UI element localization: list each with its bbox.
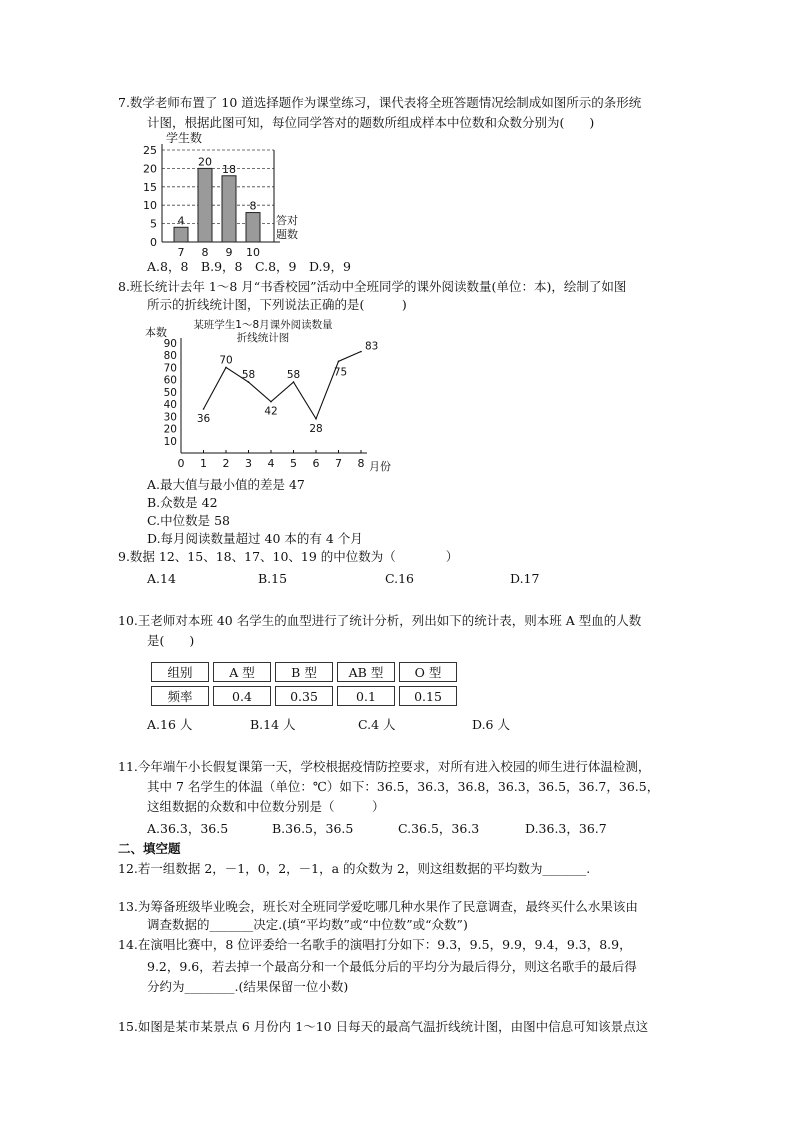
table-row: [151, 686, 457, 706]
q9-option-a: A.14: [147, 571, 176, 586]
y-tick-label: 90: [163, 338, 177, 350]
table-cell: 频率: [151, 686, 209, 706]
q7-line1: 7.数学老师布置了 10 道选择题作为课堂练习，课代表将全班答题情况绘制成如图所示的条形统: [118, 95, 642, 110]
y-tick-label: 70: [163, 362, 177, 375]
x-tick-label: 8: [357, 457, 365, 470]
y-tick-label: 0: [150, 236, 157, 249]
q8-option-c: C.中位数是 58: [147, 513, 230, 528]
x-tick-label: 2: [222, 457, 230, 470]
table-cell: 0.1: [337, 686, 395, 706]
q11-option-a: A.36.3，36.5: [147, 821, 229, 836]
q7-options: A.8，8 B.9，8 C.8，9 D.9，9: [147, 259, 351, 274]
bar: [222, 176, 236, 242]
q11-option-c: C.36.5，36.3: [398, 821, 480, 836]
y-tick-label: 15: [143, 180, 157, 194]
data-point: [225, 367, 227, 369]
data-point: [203, 408, 205, 410]
q11-option-b: B.36.5，36.5: [272, 821, 354, 836]
table-cell: A 型: [213, 662, 271, 682]
data-label: 20: [198, 155, 212, 169]
q8-line2: 所示的折线统计图，下列说法正确的是( ): [147, 297, 407, 312]
table-cell: AB 型: [337, 662, 395, 682]
data-label: 58: [286, 369, 301, 382]
y-axis-label: 学生数: [166, 131, 203, 145]
data-point: [293, 381, 295, 383]
q9-option-c: C.16: [385, 571, 414, 586]
q11-line3: 这组数据的众数和中位数分别是（ ）: [147, 799, 385, 814]
y-tick-label: 60: [163, 374, 177, 387]
q10-line1: 10.王老师对本班 40 名学生的血型进行了统计分析，列出如下的统计表，则本班 A 型血的人数: [118, 613, 642, 628]
data-point: [248, 381, 250, 383]
q10-option-d: D.6 人: [472, 717, 510, 732]
y-tick-label: 40: [163, 399, 177, 412]
q10-option-a: A.16 人: [147, 717, 193, 732]
q14-line3: 分约为________.(结果保留一位小数): [147, 979, 349, 994]
q9-line1: 9.数据 12、15、18、17、10、19 的中位数为（ ）: [118, 549, 459, 564]
y-tick-label: 50: [163, 386, 177, 399]
data-label: 8: [249, 199, 257, 213]
data-point: [360, 351, 362, 353]
q11-line1: 11.今年端午小长假复课第一天，学校根据疫情防控要求，对所有进入校园的师生进行体温检测，: [118, 759, 651, 774]
q8-option-d: D.每月阅读数量超过 40 本的有 4 个月: [147, 531, 363, 546]
y-tick-label: 80: [163, 350, 177, 363]
x-axis-label: 答对: [276, 214, 298, 227]
table-cell: 0.35: [275, 686, 333, 706]
q8-option-a: A.最大值与最小值的差是 47: [147, 477, 305, 492]
y-tick-label: 20: [163, 423, 177, 436]
x-tick-label: 3: [245, 457, 252, 470]
x-axis-label: 题数: [276, 228, 298, 241]
table-cell: 0.4: [213, 686, 271, 706]
bar: [174, 227, 188, 242]
data-label: 42: [264, 405, 278, 418]
table-cell: 组别: [151, 662, 209, 682]
q13-line2: 调查数据的_______决定.(填“平均数”或“中位数”或“众数”): [147, 917, 468, 932]
data-point: [315, 418, 317, 420]
q13-line1: 13.为筹备班级毕业晚会，班长对全班同学爱吃哪几种水果作了民意调查，最终买什么水果该由: [118, 899, 638, 914]
y-axis-label: 本数: [145, 326, 167, 339]
q14-line1: 14.在演唱比赛中，8 位评委给一名歌手的演唱打分如下：9.3，9.5，9.9，9.4，9.3，8.9，: [118, 937, 632, 952]
bar: [246, 213, 260, 242]
x-tick-label: 8: [201, 246, 209, 259]
y-tick-label: 20: [143, 162, 157, 176]
line-chart: [145, 316, 405, 476]
blood-type-table: [147, 658, 461, 710]
q9-option-d: D.17: [510, 571, 540, 586]
data-label: 18: [222, 162, 236, 176]
q9-option-b: B.15: [258, 571, 288, 586]
section-heading: 二、填空题: [118, 841, 181, 856]
q15-line1: 15.如图是某市某景点 6 月份内 1～10 日每天的最高气温折线统计图，由图中信息可知该景点这: [118, 1019, 649, 1034]
q7-line2: 计图，根据此图可知，每位同学答对的题数所组成样本中位数和众数分别为( ): [147, 115, 595, 130]
x-tick-label: 9: [225, 246, 233, 259]
data-label: 4: [177, 214, 185, 228]
q11-line2: 其中 7 名学生的体温（单位：℃）如下：36.5，36.3，36.8，36.3，36.5，36.7，36.5，: [147, 779, 660, 794]
q10-option-b: B.14 人: [250, 717, 296, 732]
data-label: 58: [241, 369, 256, 382]
q11-option-d: D.36.3，36.7: [525, 821, 607, 836]
y-tick-label: 10: [143, 199, 157, 213]
data-label: 83: [365, 340, 379, 353]
q10-line2: 是( ): [147, 633, 195, 648]
table-cell: 0.15: [399, 686, 457, 706]
y-tick-label: 30: [163, 411, 177, 424]
x-tick-label: 6: [312, 457, 320, 470]
x-tick-label: 10: [246, 246, 260, 259]
chart-subtitle: 折线统计图: [236, 332, 290, 344]
x-tick-label: 5: [290, 457, 297, 470]
table-cell: O 型: [399, 662, 457, 682]
y-tick-label: 10: [163, 435, 177, 448]
x-tick-label: 7: [177, 246, 185, 259]
x-axis-label: 月份: [369, 460, 391, 473]
q8-line1: 8.班长统计去年 1～8 月“书香校园”活动中全班同学的课外阅读数量(单位：本)，绘制了如图: [118, 279, 627, 294]
x-tick-label: 0: [177, 457, 185, 470]
bar: [198, 168, 212, 242]
q8-option-b: B.众数是 42: [147, 495, 218, 510]
data-point: [338, 361, 340, 363]
data-point: [270, 401, 272, 403]
x-tick-label: 4: [267, 457, 275, 470]
q14-line2: 9.2，9.6，若去掉一个最高分和一个最低分后的平均分为最后得分，则这名歌手的最后得: [147, 959, 637, 974]
x-tick-label: 7: [335, 457, 342, 470]
data-label: 75: [333, 366, 348, 379]
data-label: 28: [309, 422, 323, 435]
q10-option-c: C.4 人: [358, 717, 396, 732]
q12-line1: 12.若一组数据 2，－1，0，2，－1，a 的众数为 2，则这组数据的平均数为_______.: [118, 861, 591, 876]
data-label: 36: [196, 413, 211, 425]
table-cell: B 型: [275, 662, 333, 682]
data-label: 70: [219, 354, 233, 367]
table-row: [151, 662, 457, 682]
chart-title: 某班学生1～8月课外阅读数量: [193, 319, 333, 331]
x-tick-label: 1: [200, 457, 207, 470]
y-tick-label: 5: [150, 217, 157, 231]
bar-chart: [140, 130, 320, 260]
y-tick-label: 25: [143, 144, 157, 157]
